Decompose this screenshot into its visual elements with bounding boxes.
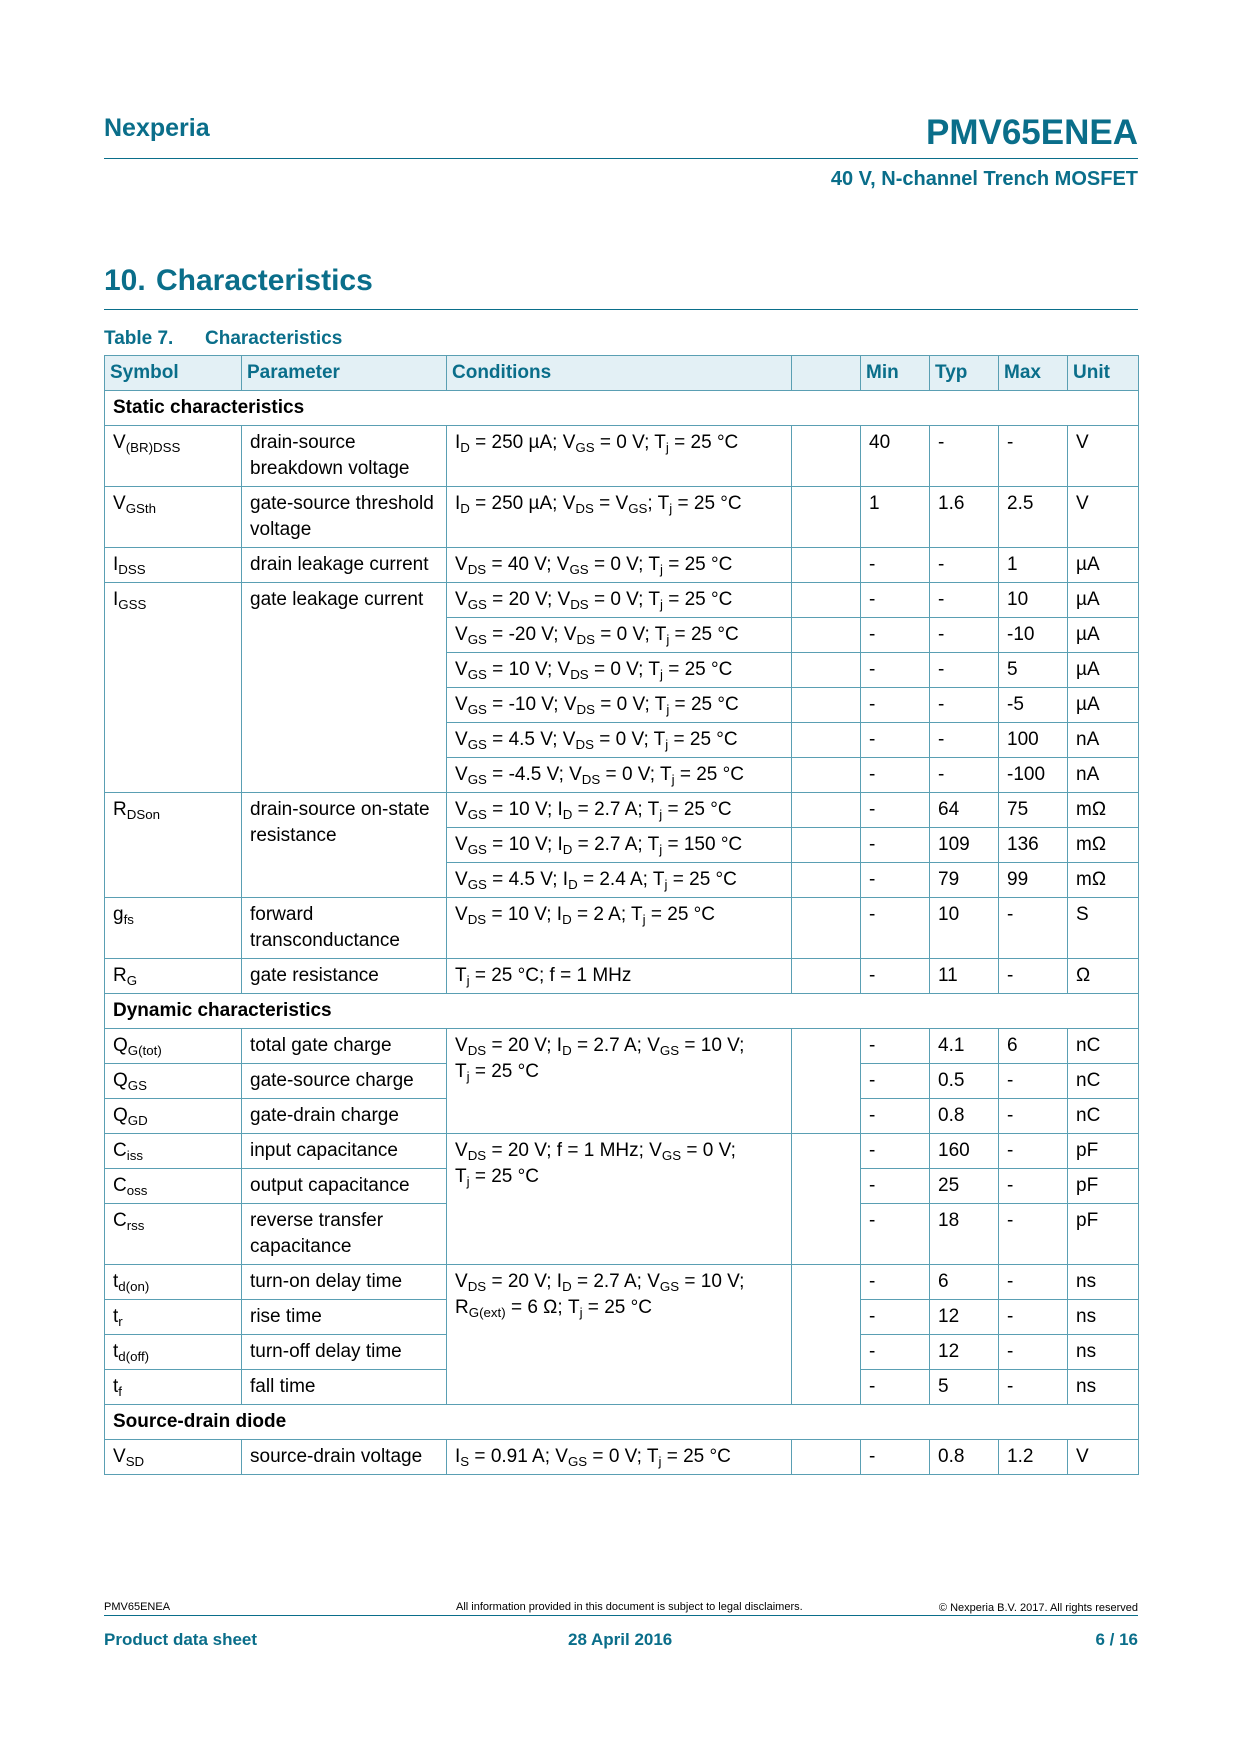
footer-page-number: 6 / 16: [1095, 1630, 1138, 1649]
col-header-conditions: Conditions: [447, 356, 792, 391]
max-cell: -: [999, 1064, 1068, 1099]
typ-cell: -: [930, 426, 999, 487]
min-cell: -: [861, 758, 930, 793]
min-cell: -: [861, 828, 930, 863]
min-cell: -: [861, 959, 930, 994]
conditions-cell: $V_{GS} = 20$ V; $V_{DS} = 0$ V; $T_j = 25$ °C: [447, 583, 792, 618]
max-cell: -5: [999, 688, 1068, 723]
symbol-cell: $C_{oss}$: [105, 1169, 242, 1204]
parameter-cell: turn-off delay time: [242, 1335, 447, 1370]
section-row: [105, 994, 1139, 1029]
spacer-cell: [792, 1265, 861, 1405]
max-cell: 1: [999, 548, 1068, 583]
parameter-cell: gate-source charge: [242, 1064, 447, 1099]
max-cell: 5: [999, 653, 1068, 688]
typ-cell: 109: [930, 828, 999, 863]
min-cell: -: [861, 1204, 930, 1265]
parameter-cell: rise time: [242, 1300, 447, 1335]
company-name: Nexperia: [104, 114, 210, 142]
typ-cell: 0.8: [930, 1440, 999, 1475]
typ-cell: 0.5: [930, 1064, 999, 1099]
spacer-cell: [792, 1440, 861, 1475]
conditions-cell: $I_S = 0.91$ A; $V_{GS} = 0$ V; $T_j = 25$ °C: [447, 1440, 792, 1475]
max-cell: -10: [999, 618, 1068, 653]
symbol-cell: $V_{SD}$: [105, 1440, 242, 1475]
min-cell: -: [861, 1099, 930, 1134]
min-cell: -: [861, 1265, 930, 1300]
min-cell: -: [861, 793, 930, 828]
spacer-cell: [792, 863, 861, 898]
table-row: [105, 898, 1139, 959]
table-caption-title: Characteristics: [205, 328, 343, 349]
unit-cell: µA: [1068, 618, 1139, 653]
characteristics-table: [104, 355, 1139, 1475]
conditions-cell: $V_{GS} = -4.5$ V; $V_{DS} = 0$ V; $T_j = 25$ °C: [447, 758, 792, 793]
conditions-cell: $V_{DS} = 10$ V; $I_D = 2$ A; $T_j = 25$ °C: [447, 898, 792, 959]
conditions-cell: $V_{GS} = -10$ V; $V_{DS} = 0$ V; $T_j = 25$ °C: [447, 688, 792, 723]
typ-cell: 160: [930, 1134, 999, 1169]
conditions-cell: $V_{GS} = 10$ V; $I_D = 2.7$ A; $T_j = 25$ °C: [447, 793, 792, 828]
unit-cell: S: [1068, 898, 1139, 959]
spacer-cell: [792, 828, 861, 863]
unit-cell: mΩ: [1068, 863, 1139, 898]
table-caption-label: Table 7.: [104, 328, 174, 349]
spacer-cell: [792, 548, 861, 583]
footer-doc-id: PMV65ENEA: [104, 1601, 171, 1613]
conditions-cell: $V_{GS} = 4.5$ V; $V_{DS} = 0$ V; $T_j = 25$ °C: [447, 723, 792, 758]
header-rule: [104, 158, 1138, 159]
col-header-parameter: Parameter: [242, 356, 447, 391]
min-cell: -: [861, 548, 930, 583]
typ-cell: -: [930, 583, 999, 618]
spacer-cell: [792, 758, 861, 793]
parameter-cell: fall time: [242, 1370, 447, 1405]
parameter-cell: gate-source threshold voltage: [242, 487, 447, 548]
section-rule: [104, 309, 1138, 310]
typ-cell: -: [930, 548, 999, 583]
min-cell: -: [861, 1029, 930, 1064]
spacer-cell: [792, 723, 861, 758]
max-cell: 136: [999, 828, 1068, 863]
unit-cell: µA: [1068, 688, 1139, 723]
table-caption: [104, 328, 342, 350]
min-cell: -: [861, 1064, 930, 1099]
col-header-max: Max: [999, 356, 1068, 391]
unit-cell: ns: [1068, 1265, 1139, 1300]
footer-disclaimer: All information provided in this document is subject to legal disclaimers.: [456, 1601, 803, 1613]
unit-cell: nA: [1068, 723, 1139, 758]
table-row: [105, 1134, 1139, 1169]
table-row: [105, 959, 1139, 994]
typ-cell: 0.8: [930, 1099, 999, 1134]
footer-date: 28 April 2016: [568, 1630, 673, 1649]
typ-cell: 79: [930, 863, 999, 898]
symbol-cell: $t_{d(on)}$: [105, 1265, 242, 1300]
parameter-cell: forward transconductance: [242, 898, 447, 959]
section-number: 10.: [104, 264, 146, 297]
conditions-cell: $V_{DS} = 20$ V; $I_D = 2.7$ A; $V_{GS} = 10$ V; $R_{G(ext)} = 6$ Ω; $T_j = 25$ °C: [447, 1265, 792, 1405]
spacer-cell: [792, 653, 861, 688]
table-row: [105, 1440, 1139, 1475]
unit-cell: ns: [1068, 1335, 1139, 1370]
max-cell: -100: [999, 758, 1068, 793]
max-cell: -: [999, 1265, 1068, 1300]
parameter-cell: source-drain voltage: [242, 1440, 447, 1475]
unit-cell: ns: [1068, 1300, 1139, 1335]
typ-cell: 12: [930, 1300, 999, 1335]
typ-cell: 6: [930, 1265, 999, 1300]
unit-cell: nC: [1068, 1099, 1139, 1134]
parameter-cell: drain-source breakdown voltage: [242, 426, 447, 487]
typ-cell: 11: [930, 959, 999, 994]
symbol-cell: $R_G$: [105, 959, 242, 994]
typ-cell: 18: [930, 1204, 999, 1265]
section-title: [104, 264, 373, 298]
unit-cell: V: [1068, 487, 1139, 548]
min-cell: 40: [861, 426, 930, 487]
parameter-cell: turn-on delay time: [242, 1265, 447, 1300]
parameter-cell: gate leakage current: [242, 583, 447, 793]
min-cell: -: [861, 1440, 930, 1475]
conditions-cell: $V_{DS} = 40$ V; $V_{GS} = 0$ V; $T_j = 25$ °C: [447, 548, 792, 583]
conditions-cell: $V_{DS} = 20$ V; f = 1 MHz; $V_{GS} = 0$ V; $T_j = 25$ °C: [447, 1134, 792, 1265]
footer-copyright: © Nexperia B.V. 2017. All rights reserved: [938, 1602, 1138, 1614]
min-cell: -: [861, 1370, 930, 1405]
max-cell: 6: [999, 1029, 1068, 1064]
parameter-cell: drain-source on-state resistance: [242, 793, 447, 898]
max-cell: 2.5: [999, 487, 1068, 548]
symbol-cell: $Q_{G(tot)}$: [105, 1029, 242, 1064]
table-row: [105, 1265, 1139, 1300]
symbol-cell: $I_{DSS}$: [105, 548, 242, 583]
typ-cell: -: [930, 653, 999, 688]
conditions-cell: $V_{DS} = 20$ V; $I_D = 2.7$ A; $V_{GS} = 10$ V; $T_j = 25$ °C: [447, 1029, 792, 1134]
parameter-cell: gate resistance: [242, 959, 447, 994]
typ-cell: 1.6: [930, 487, 999, 548]
parameter-cell: input capacitance: [242, 1134, 447, 1169]
max-cell: -: [999, 1335, 1068, 1370]
min-cell: -: [861, 1300, 930, 1335]
product-subtitle: 40 V, N-channel Trench MOSFET: [830, 168, 1138, 190]
spacer-cell: [792, 583, 861, 618]
table-row: [105, 426, 1139, 487]
min-cell: -: [861, 1169, 930, 1204]
parameter-cell: drain leakage current: [242, 548, 447, 583]
typ-cell: -: [930, 688, 999, 723]
table-row: [105, 1029, 1139, 1064]
unit-cell: µA: [1068, 583, 1139, 618]
min-cell: -: [861, 653, 930, 688]
conditions-cell: $I_D = 250$ µA; $V_{GS} = 0$ V; $T_j = 25$ °C: [447, 426, 792, 487]
symbol-cell: $t_r$: [105, 1300, 242, 1335]
col-header-typ: Typ: [930, 356, 999, 391]
conditions-cell: $V_{GS} = -20$ V; $V_{DS} = 0$ V; $T_j = 25$ °C: [447, 618, 792, 653]
section-row: [105, 1405, 1139, 1440]
spacer-cell: [792, 688, 861, 723]
unit-cell: µA: [1068, 653, 1139, 688]
unit-cell: V: [1068, 426, 1139, 487]
min-cell: -: [861, 688, 930, 723]
conditions-cell: $I_D = 250$ µA; $V_{DS} = V_{GS}$; $T_j = 25$ °C: [447, 487, 792, 548]
spacer-cell: [792, 959, 861, 994]
symbol-cell: $C_{rss}$: [105, 1204, 242, 1265]
spacer-cell: [792, 898, 861, 959]
symbol-cell: $t_{d(off)}$: [105, 1335, 242, 1370]
parameter-cell: gate-drain charge: [242, 1099, 447, 1134]
spacer-cell: [792, 426, 861, 487]
symbol-cell: $V_{GSth}$: [105, 487, 242, 548]
col-header-spacer: [792, 356, 861, 391]
symbol-cell: $C_{iss}$: [105, 1134, 242, 1169]
footer-rule: [104, 1615, 1138, 1616]
unit-cell: nC: [1068, 1029, 1139, 1064]
max-cell: -: [999, 1204, 1068, 1265]
min-cell: -: [861, 898, 930, 959]
min-cell: -: [861, 863, 930, 898]
min-cell: -: [861, 618, 930, 653]
col-header-symbol: Symbol: [105, 356, 242, 391]
unit-cell: nC: [1068, 1064, 1139, 1099]
max-cell: 1.2: [999, 1440, 1068, 1475]
conditions-cell: $T_j = 25$ °C; f = 1 MHz: [447, 959, 792, 994]
table-row: [105, 793, 1139, 828]
conditions-cell: $V_{GS} = 10$ V; $I_D = 2.7$ A; $T_j = 150$ °C: [447, 828, 792, 863]
typ-cell: 64: [930, 793, 999, 828]
symbol-cell: $V_{(BR)DSS}$: [105, 426, 242, 487]
max-cell: 10: [999, 583, 1068, 618]
symbol-cell: $Q_{GD}$: [105, 1099, 242, 1134]
symbol-cell: $R_{DSon}$: [105, 793, 242, 898]
symbol-cell: $Q_{GS}$: [105, 1064, 242, 1099]
unit-cell: Ω: [1068, 959, 1139, 994]
min-cell: -: [861, 723, 930, 758]
unit-cell: pF: [1068, 1134, 1139, 1169]
parameter-cell: reverse transfer capacitance: [242, 1204, 447, 1265]
spacer-cell: [792, 487, 861, 548]
unit-cell: mΩ: [1068, 793, 1139, 828]
section-heading: Source-drain diode: [105, 1405, 1139, 1440]
max-cell: 75: [999, 793, 1068, 828]
unit-cell: µA: [1068, 548, 1139, 583]
typ-cell: 4.1: [930, 1029, 999, 1064]
parameter-cell: total gate charge: [242, 1029, 447, 1064]
max-cell: -: [999, 959, 1068, 994]
table-row: [105, 548, 1139, 583]
unit-cell: mΩ: [1068, 828, 1139, 863]
col-header-min: Min: [861, 356, 930, 391]
footer-doc-type: Product data sheet: [104, 1630, 258, 1649]
typ-cell: -: [930, 618, 999, 653]
conditions-cell: $V_{GS} = 4.5$ V; $I_D = 2.4$ A; $T_j = 25$ °C: [447, 863, 792, 898]
min-cell: -: [861, 1335, 930, 1370]
parameter-cell: output capacitance: [242, 1169, 447, 1204]
spacer-cell: [792, 618, 861, 653]
max-cell: -: [999, 1134, 1068, 1169]
table-row: [105, 487, 1139, 548]
section-row: [105, 391, 1139, 426]
section-heading: Dynamic characteristics: [105, 994, 1139, 1029]
spacer-cell: [792, 793, 861, 828]
table-row: [105, 583, 1139, 618]
unit-cell: nA: [1068, 758, 1139, 793]
max-cell: -: [999, 1370, 1068, 1405]
max-cell: 99: [999, 863, 1068, 898]
part-number: PMV65ENEA: [925, 113, 1138, 152]
min-cell: -: [861, 583, 930, 618]
typ-cell: -: [930, 758, 999, 793]
max-cell: -: [999, 1300, 1068, 1335]
conditions-cell: $V_{GS} = 10$ V; $V_{DS} = 0$ V; $T_j = 25$ °C: [447, 653, 792, 688]
unit-cell: ns: [1068, 1370, 1139, 1405]
table-header-row: [105, 356, 1139, 391]
typ-cell: -: [930, 723, 999, 758]
typ-cell: 10: [930, 898, 999, 959]
max-cell: 100: [999, 723, 1068, 758]
typ-cell: 5: [930, 1370, 999, 1405]
unit-cell: pF: [1068, 1204, 1139, 1265]
symbol-cell: $t_f$: [105, 1370, 242, 1405]
min-cell: -: [861, 1134, 930, 1169]
max-cell: -: [999, 1169, 1068, 1204]
spacer-cell: [792, 1029, 861, 1134]
min-cell: 1: [861, 487, 930, 548]
max-cell: -: [999, 898, 1068, 959]
symbol-cell: $I_{GSS}$: [105, 583, 242, 793]
symbol-cell: $g_{fs}$: [105, 898, 242, 959]
typ-cell: 25: [930, 1169, 999, 1204]
max-cell: -: [999, 426, 1068, 487]
col-header-unit: Unit: [1068, 356, 1139, 391]
section-title-text: Characteristics: [156, 264, 373, 297]
max-cell: -: [999, 1099, 1068, 1134]
section-heading: Static characteristics: [105, 391, 1139, 426]
unit-cell: pF: [1068, 1169, 1139, 1204]
unit-cell: V: [1068, 1440, 1139, 1475]
spacer-cell: [792, 1134, 861, 1265]
typ-cell: 12: [930, 1335, 999, 1370]
